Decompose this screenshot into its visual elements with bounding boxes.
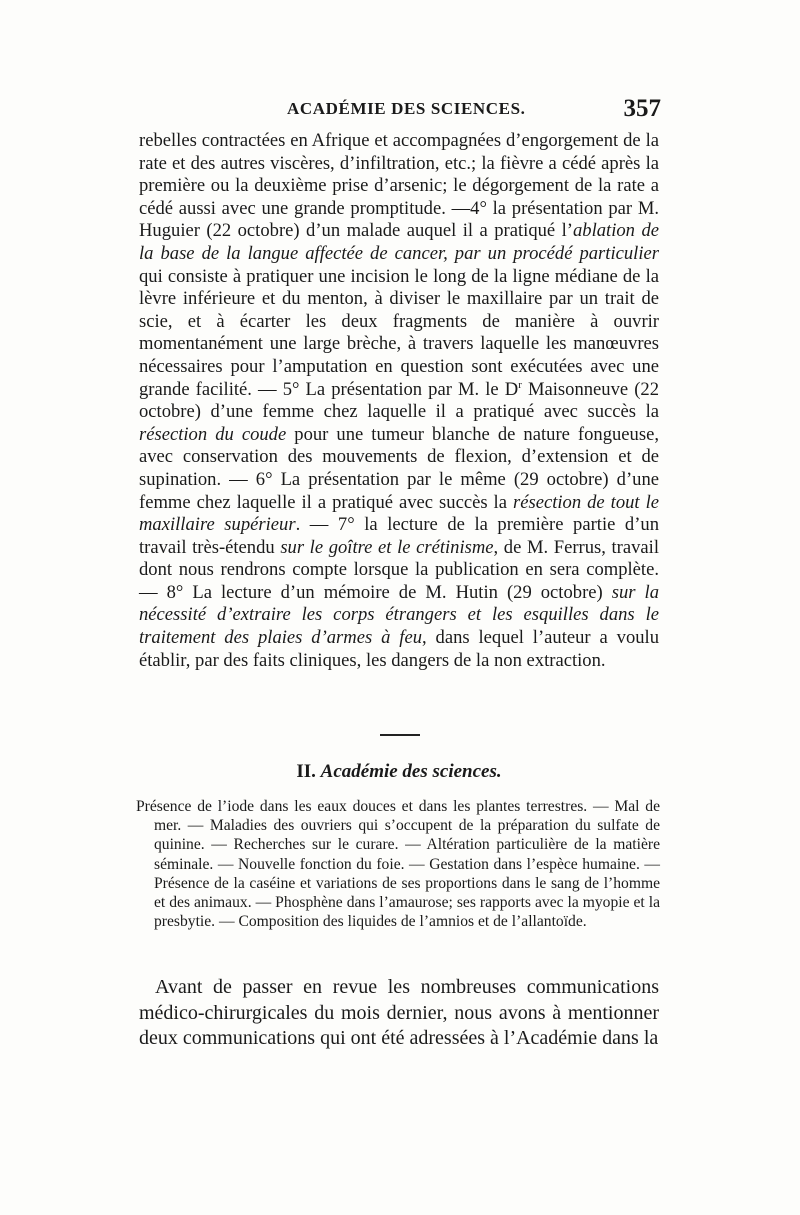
text-run: pour une tumeur blanche de nature fongueuse, avec conservation des mouvements de flexion, d’extension et de supination. — 6° La présentation par le même (29 octobre) d’une femme chez laquelle il a pratiqué avec succès la	[139, 423, 659, 513]
opening-paragraph: Avant de passer en revue les nombreuses communications médico-chirurgicales du mois dernier, nous avons à mentionner deux communications qui ont été adressées à l’Académie dans la	[139, 976, 659, 1049]
running-title: ACADÉMIE DES SCIENCES.	[287, 99, 526, 118]
running-head	[139, 95, 661, 129]
text-run: qui consiste à pratiquer une incision le long de la ligne médiane de la lèvre inférieure et du menton, à diviser le maxillaire par un trait de scie, et à écarter les deux fragments de manière à ouvrir momentanément une large brèche, à travers laquelle les manœuvres nécessaires pour l’amputation en question sont exécutées avec une grande facilité. — 5° La présentation par M. le D	[139, 265, 659, 400]
italic-run: résection du coude	[139, 423, 287, 445]
italic-run: ablation de la base de la langue affectée de cancer, par un procédé particulier	[139, 220, 659, 264]
italic-run: résection de tout le maxillaire supérieur	[139, 491, 659, 536]
text-run: . — 7° la lecture de la première partie d’un travail très-étendu	[139, 514, 660, 558]
superscript: r	[518, 378, 522, 391]
text-run: , dans lequel l’auteur a voulu établir, par des faits cliniques, les dangers de la non extraction.	[139, 627, 659, 671]
section-summary: Présence de l’iode dans les eaux douces et dans les plantes terrestres. — Mal de mer. — Maladies des ouvriers qui s’occupent de la préparation du sulfate de quinine. — Recherches sur le curare. — Altération particulière de la matière séminale. — Nouvelle fonction du foie. — Gestation dans l’espèce humaine. — Présence de la caséine et variations de ses proportions dans le sang de l’homme et des animaux. — Phosphène dans l’amaurose; ses rapports avec la myopie et la presbytie. — Composition des liquides de l’amnios et de l’allantoïde.	[136, 798, 660, 931]
section-title: Académie des sciences.	[320, 761, 502, 782]
text-run: rebelles contractées en Afrique et accompagnées d’engorgement de la rate et des autres viscères, d’infiltration, etc.; la fièvre a cédé après la première ou la deuxième prise d’arsenic; le dégorgement de la rate a cédé aussi avec une grande promptitude. —4° la présentation par M. Huguier (22 octobre) d’un malade auquel il a pratiqué l’	[139, 130, 659, 242]
paragraph-continued	[139, 130, 659, 672]
section-heading	[139, 761, 659, 783]
italic-run: sur le goître et le crétinisme	[280, 536, 494, 558]
section-divider	[380, 734, 420, 736]
italic-run: sur la nécessité d’extraire les corps étrangers et les esquilles dans le traitement des plaies d’armes à feu	[139, 581, 659, 649]
text-run: , de M. Ferrus, travail dont nous rendrons compte lorsque la publication en sera complète. — 8° La lecture d’un mémoire de M. Hutin (29 octobre)	[139, 536, 660, 603]
text-run: Maisonneuve (22 octobre) d’une femme chez laquelle il a pratiqué avec succès la	[139, 378, 660, 423]
section-number: II.	[296, 761, 316, 782]
page-number: 357	[623, 95, 661, 122]
body-paragraph	[139, 130, 659, 672]
